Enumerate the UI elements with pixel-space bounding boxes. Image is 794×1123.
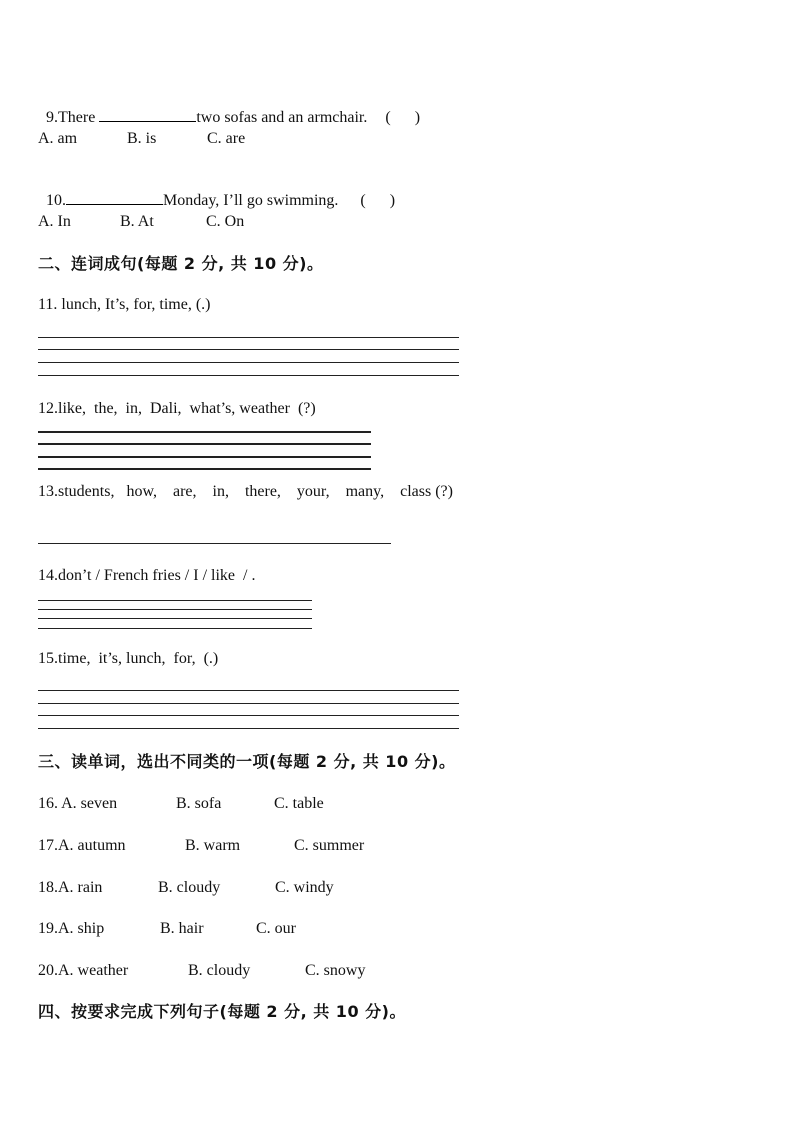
section-3-heading: 三、读单词，选出不同类的一项(每题 2 分, 共 10 分)。	[38, 752, 456, 771]
answer-blank[interactable]	[66, 190, 163, 205]
answer-paren[interactable]: ( )	[385, 109, 421, 126]
question-16-option-a[interactable]: 16. A. seven	[38, 795, 118, 812]
answer-line	[38, 468, 371, 470]
question-19-option-b[interactable]: B. hair	[160, 920, 204, 937]
answer-line	[38, 628, 312, 629]
option-b[interactable]: B. At	[120, 213, 154, 230]
option-b[interactable]: B. is	[127, 130, 157, 147]
section-2-heading: 二、连词成句(每题 2 分, 共 10 分)。	[38, 254, 324, 273]
question-17-option-a[interactable]: 17.A. autumn	[38, 837, 126, 854]
question-18-option-a[interactable]: 18.A. rain	[38, 879, 103, 896]
question-14: 14.don’t / French fries / I / like / .	[38, 567, 256, 584]
question-10	[38, 170, 395, 211]
question-10-text: Monday, I’ll go swimming.	[163, 192, 339, 209]
question-16-option-c[interactable]: C. table	[274, 795, 324, 812]
question-20-option-c[interactable]: C. snowy	[305, 962, 366, 979]
question-9	[38, 87, 420, 128]
question-18-option-c[interactable]: C. windy	[275, 879, 334, 896]
answer-line	[38, 349, 459, 350]
question-18-option-b[interactable]: B. cloudy	[158, 879, 221, 896]
question-9-text: two sofas and an armchair.	[196, 109, 368, 126]
answer-paren[interactable]: ( )	[360, 192, 396, 209]
answer-line	[38, 362, 459, 363]
question-15: 15.time, it’s, lunch, for, (.)	[38, 650, 219, 667]
option-c[interactable]: C. are	[207, 130, 246, 147]
question-12: 12.like, the, in, Dali, what’s, weather (?)	[38, 400, 316, 417]
answer-line	[38, 703, 459, 704]
section-4-heading: 四、按要求完成下列句子(每题 2 分, 共 10 分)。	[38, 1002, 406, 1021]
question-11: 11. lunch, It’s, for, time, (.)	[38, 296, 211, 313]
answer-line	[38, 690, 459, 691]
answer-line	[38, 431, 371, 433]
option-c[interactable]: C. On	[206, 213, 245, 230]
question-17-option-b[interactable]: B. warm	[185, 837, 241, 854]
question-9-prefix: 9.There	[46, 109, 100, 126]
question-19-option-c[interactable]: C. our	[256, 920, 296, 937]
answer-blank[interactable]	[99, 107, 196, 122]
answer-line	[38, 728, 459, 729]
answer-line	[38, 609, 312, 610]
question-20-option-a[interactable]: 20.A. weather	[38, 962, 129, 979]
answer-line	[38, 337, 459, 338]
answer-line	[38, 375, 459, 376]
answer-line	[38, 715, 459, 716]
question-19-option-a[interactable]: 19.A. ship	[38, 920, 105, 937]
answer-line	[38, 443, 371, 445]
answer-line[interactable]	[38, 543, 391, 544]
option-a[interactable]: A. am	[38, 130, 78, 147]
question-10-prefix: 10.	[46, 192, 66, 209]
question-16-option-b[interactable]: B. sofa	[176, 795, 222, 812]
question-20-option-b[interactable]: B. cloudy	[188, 962, 251, 979]
question-17-option-c[interactable]: C. summer	[294, 837, 365, 854]
question-13: 13.students, how, are, in, there, your, many, class (?)	[38, 483, 453, 500]
option-a[interactable]: A. In	[38, 213, 71, 230]
answer-line	[38, 600, 312, 601]
answer-line	[38, 618, 312, 619]
answer-line	[38, 456, 371, 458]
